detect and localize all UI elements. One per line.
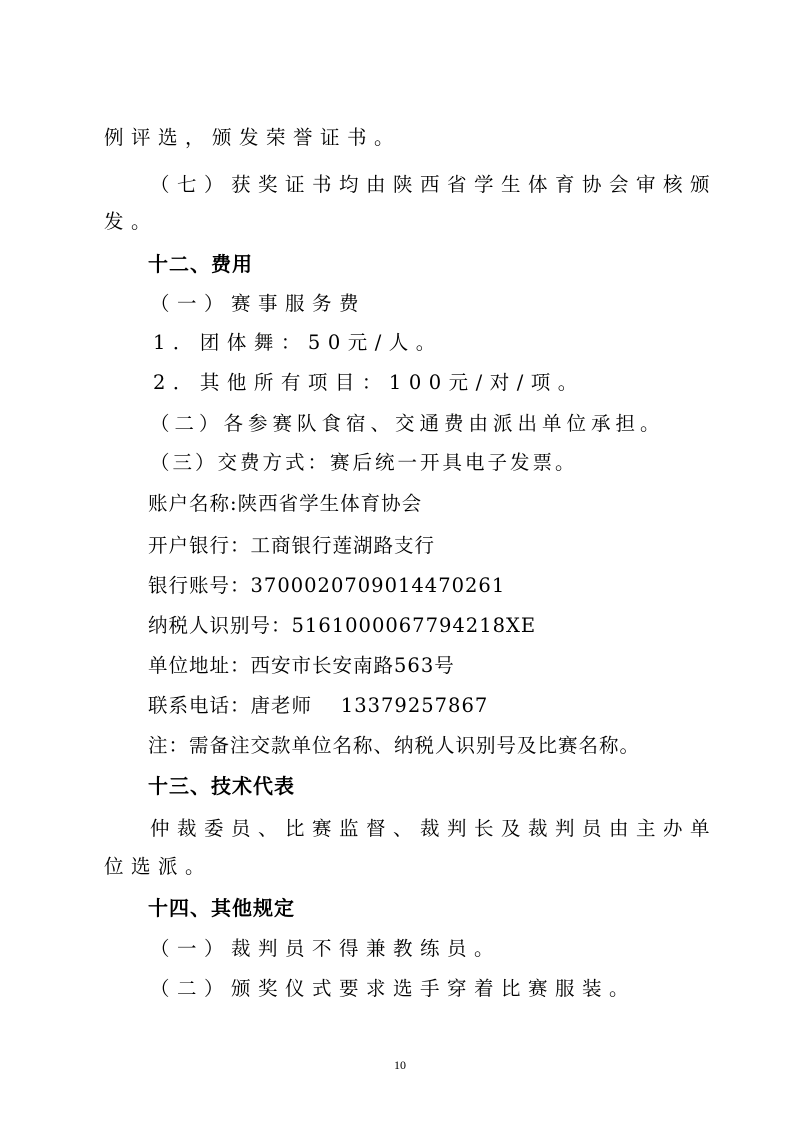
text-line: 2．其他所有项目：100元/对/项。: [153, 371, 585, 394]
text-line: 仲裁委员、比赛监督、裁判长及裁判员由主办单: [150, 817, 718, 840]
text-line: 注：需备注交款单位名称、纳税人识别号及比赛名称。: [148, 734, 641, 757]
text-line: （二）颁奖仪式要求选手穿着比赛服装。: [150, 977, 637, 1000]
text-line: （一）赛事服务费: [150, 292, 367, 315]
text-line: （三）交费方式：赛后统一开具电子发票。: [150, 451, 578, 474]
text-line: 银行账号：3700020709014470261: [148, 574, 506, 597]
page-number: 10: [394, 1058, 406, 1072]
text-line: 例评选，颁发荣誉证书。: [104, 126, 402, 149]
text-line: 开户银行：工商银行莲湖路支行: [148, 534, 436, 557]
section-heading: 十三、技术代表: [148, 774, 295, 798]
text-line: （一）裁判员不得兼教练员。: [150, 937, 502, 960]
text-line: 单位地址：西安市长安南路563号: [148, 654, 455, 677]
text-line: 1．团体舞：50元/人。: [153, 331, 443, 354]
text-line: （二）各参赛队食宿、交通费由派出单位承担。: [150, 412, 665, 435]
section-heading: 十四、其他规定: [148, 896, 295, 920]
text-line: 账户名称:陕西省学生体育协会: [148, 492, 423, 515]
text-line: 联系电话：唐老师 13379257867: [148, 694, 489, 717]
text-line: 纳税人识别号：5161000067794218XE: [148, 614, 537, 637]
text-line: 发。: [104, 210, 159, 233]
text-line: （七）获奖证书均由陕西省学生体育协会审核颁: [150, 173, 718, 196]
text-line: 位选派。: [104, 855, 213, 878]
section-heading: 十二、费用: [148, 252, 253, 276]
